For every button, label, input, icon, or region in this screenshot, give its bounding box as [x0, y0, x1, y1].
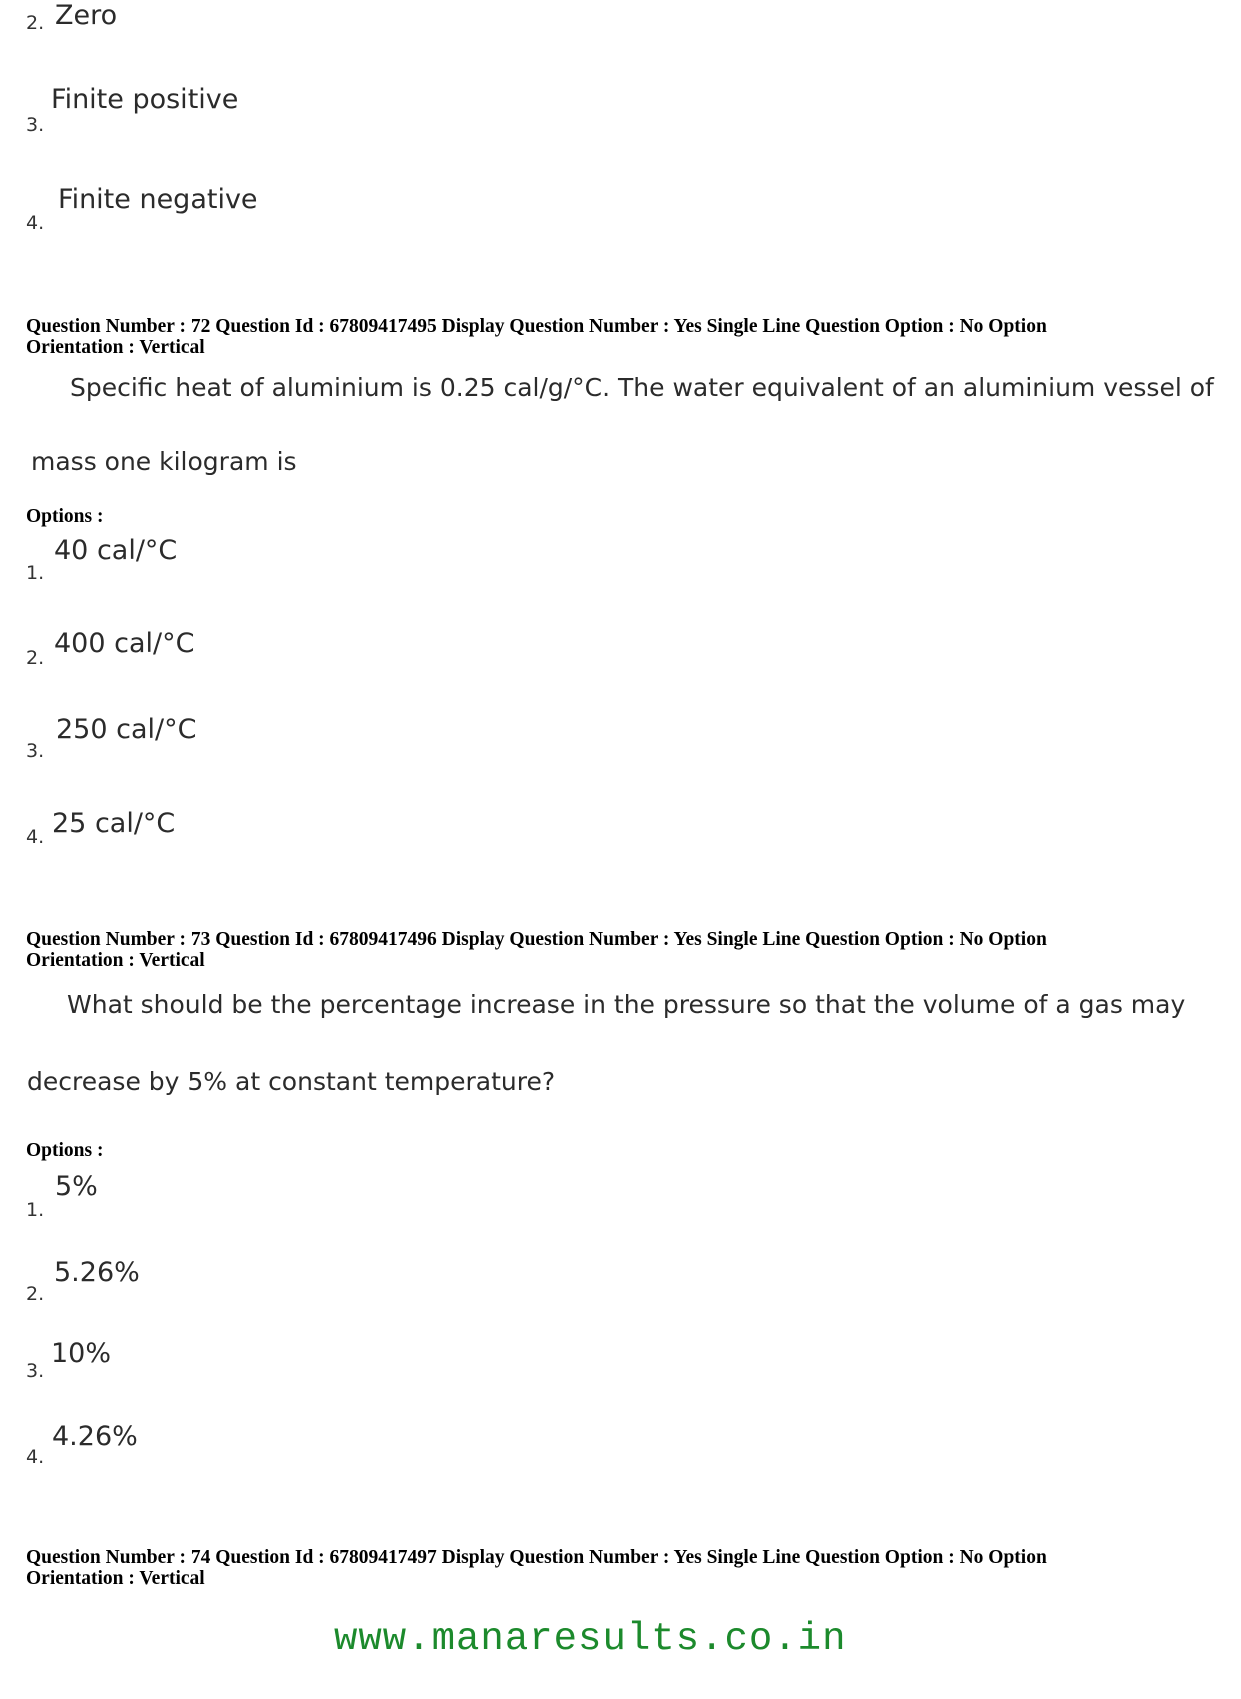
option-number: 2. [26, 1283, 45, 1305]
footer-url[interactable]: www.manaresults.co.in [334, 1617, 847, 1661]
option-text: 40 cal/°C [54, 535, 178, 566]
option-text: Finite positive [51, 84, 239, 115]
question-text: What should be the percentage increase in the pressure so that the volume of a gas may [67, 990, 1186, 1019]
question-text: mass one kilogram is [31, 447, 297, 476]
question-text: decrease by 5% at constant temperature? [27, 1067, 556, 1096]
option-text: Zero [55, 0, 118, 31]
option-text: 5% [55, 1171, 98, 1202]
option-text: 5.26% [54, 1257, 140, 1288]
question-meta: Question Number : 74 Question Id : 67809417497 Display Question Number : Yes Single Line Question Option : No Option Orientation : Vertical [26, 1547, 1047, 1589]
option-number: 1. [26, 1199, 45, 1221]
options-label: Options : [26, 1140, 104, 1161]
question-meta: Question Number : 73 Question Id : 67809417496 Display Question Number : Yes Single Line Question Option : No Option Orientation : Vertical [26, 929, 1047, 971]
option-number: 4. [26, 826, 45, 848]
option-number: 3. [26, 740, 45, 762]
option-text: 250 cal/°C [56, 714, 197, 745]
option-text: Finite negative [58, 184, 258, 215]
option-text: 400 cal/°C [54, 628, 195, 659]
option-number: 4. [26, 212, 45, 234]
option-number: 3. [26, 114, 45, 136]
question-meta: Question Number : 72 Question Id : 67809417495 Display Question Number : Yes Single Line Question Option : No Option Orientation : Vertical [26, 316, 1047, 358]
option-number: 4. [26, 1446, 45, 1468]
options-label: Options : [26, 506, 104, 527]
option-text: 10% [51, 1338, 112, 1369]
option-number: 2. [26, 647, 45, 669]
option-text: 4.26% [52, 1421, 138, 1452]
option-text: 25 cal/°C [52, 808, 176, 839]
option-number: 3. [26, 1360, 45, 1382]
option-number: 2. [26, 12, 45, 34]
question-text: Specific heat of aluminium is 0.25 cal/g/°C. The water equivalent of an aluminium vessel of [70, 373, 1214, 402]
option-number: 1. [26, 562, 45, 584]
